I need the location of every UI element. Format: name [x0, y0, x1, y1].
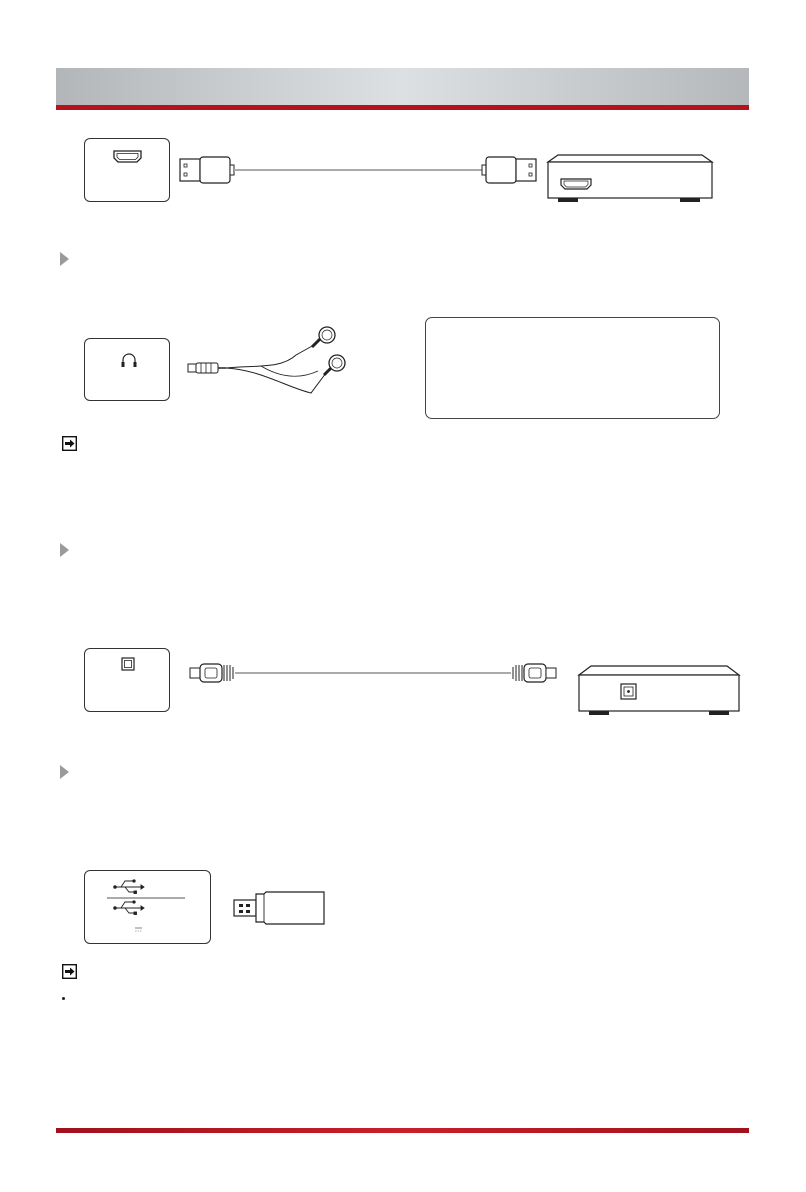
bullet-point [62, 997, 65, 1000]
headphone-port-panel [84, 338, 170, 401]
note-arrow-icon [62, 964, 77, 979]
usb-port-icon [85, 871, 212, 945]
page-header-bar [56, 68, 749, 110]
note-arrow-icon [62, 436, 77, 451]
set-top-box-icon [546, 154, 714, 204]
section-marker-icon [60, 543, 69, 557]
note-box [425, 317, 720, 419]
optical-port-panel [84, 648, 170, 712]
usb-flash-drive-icon [232, 890, 328, 926]
usb-port-panel [84, 870, 211, 944]
section-marker-icon [60, 765, 69, 779]
audio-receiver-icon [577, 665, 743, 717]
headphone-jack-icon [85, 339, 171, 402]
hdmi-port-panel [84, 138, 170, 202]
optical-port-icon [85, 649, 171, 713]
optical-cable-icon [188, 660, 560, 686]
page-footer-line [56, 1128, 749, 1133]
hdmi-cable-icon [178, 155, 538, 187]
section-marker-icon [60, 252, 69, 266]
hdmi-port-icon [85, 139, 171, 203]
earphones-icon [186, 325, 356, 405]
